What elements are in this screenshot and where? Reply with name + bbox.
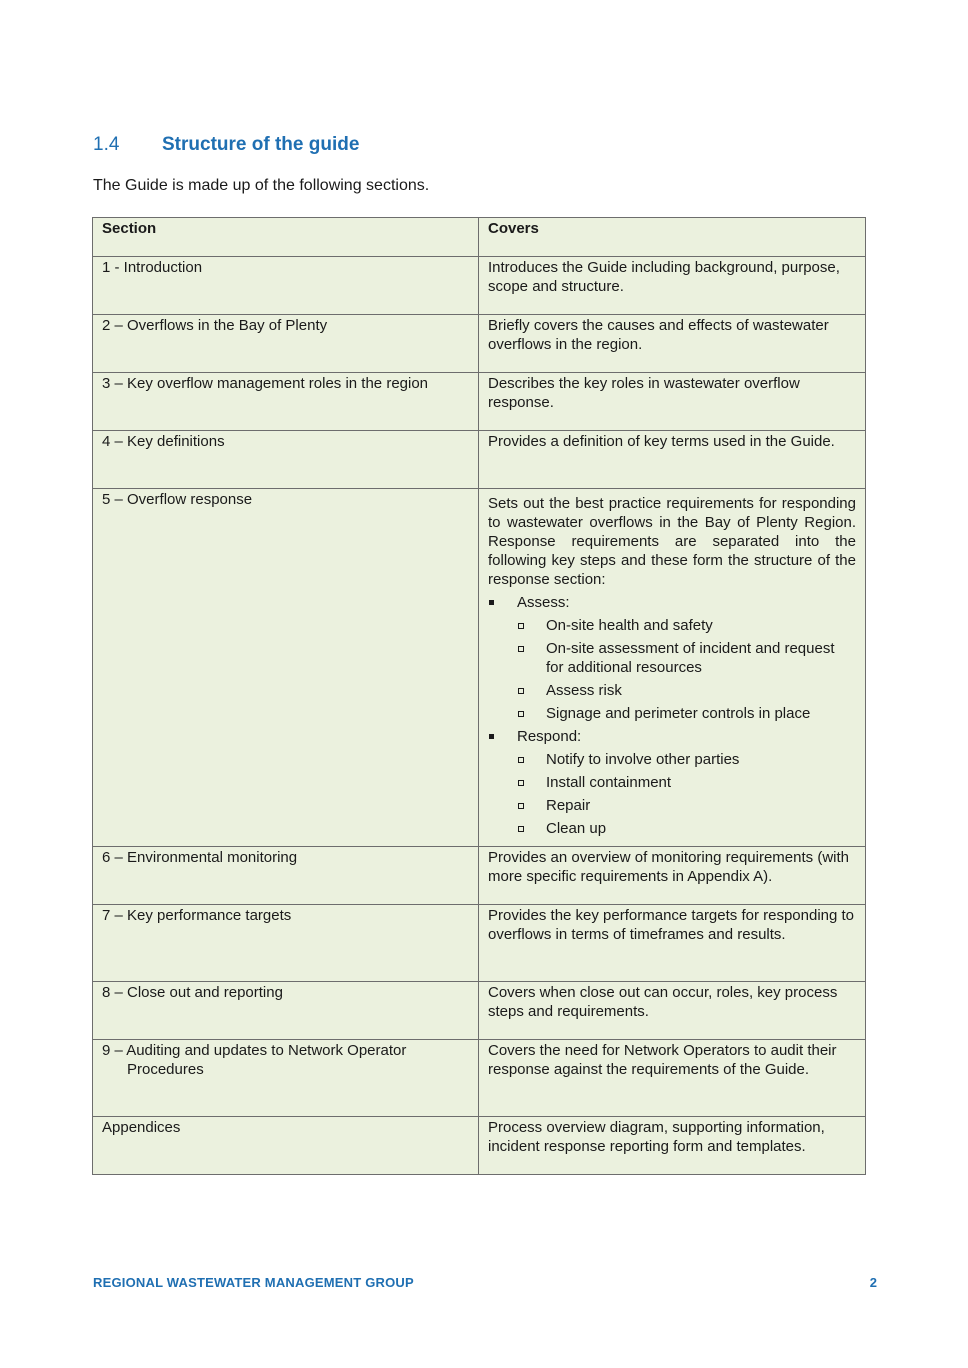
covers-cell: Covers the need for Network Operators to audit their response against the requirements of the Guide. (479, 1040, 866, 1117)
table-row (93, 847, 866, 905)
section-cell: 1 - Introduction (93, 257, 479, 315)
list-item: Clean up (517, 819, 856, 838)
hollow-square-bullet-icon (518, 646, 524, 652)
covers-cell: Process overview diagram, supporting information, incident response reporting form and templates. (479, 1117, 866, 1175)
section-cell: Appendices (93, 1117, 479, 1175)
hollow-square-bullet-icon (518, 826, 524, 832)
response-steps-list (488, 593, 856, 838)
list-item: On-site assessment of incident and request for additional resources (517, 639, 856, 677)
header-covers: Covers (479, 218, 866, 257)
table-row (93, 1040, 866, 1117)
header-section: Section (93, 218, 479, 257)
square-bullet-icon (489, 600, 494, 605)
list-item: Respond: Notify to involve other parties Install containment Repair Clean up (488, 727, 856, 838)
list-item: Repair (517, 796, 856, 815)
table-row (93, 1117, 866, 1175)
sub-list (517, 750, 856, 838)
list-item: On-site health and safety (517, 616, 856, 635)
covers-cell (479, 489, 866, 847)
section-number: 1.4 (93, 134, 120, 155)
list-item: Assess: On-site health and safety On-site assessment of incident and request for additional resources Assess risk Signage and perimeter controls in place (488, 593, 856, 723)
covers-text: Sets out the best practice requirements for responding to wastewater overflows in the Bay of Plenty Region. Response requirements are separated into the following key steps and these form the structure of the response section: (488, 495, 856, 588)
covers-cell: Covers when close out can occur, roles, key process steps and requirements. (479, 982, 866, 1040)
section-cell: 5 – Overflow response (93, 489, 479, 847)
intro-paragraph: The Guide is made up of the following sections. (93, 177, 430, 194)
hollow-square-bullet-icon (518, 623, 524, 629)
section-cell: 4 – Key definitions (93, 431, 479, 489)
hollow-square-bullet-icon (518, 688, 524, 694)
covers-cell: Introduces the Guide including background, purpose, scope and structure. (479, 257, 866, 315)
table-row (93, 431, 866, 489)
list-item: Install containment (517, 773, 856, 792)
covers-cell: Provides an overview of monitoring requirements (with more specific requirements in Appendix A). (479, 847, 866, 905)
covers-cell: Describes the key roles in wastewater overflow response. (479, 373, 866, 431)
section-cell: 9 – Auditing and updates to Network Operator Procedures (93, 1040, 479, 1117)
table-row (93, 315, 866, 373)
square-bullet-icon (489, 734, 494, 739)
section-heading (93, 134, 359, 156)
hollow-square-bullet-icon (518, 757, 524, 763)
table-row (93, 257, 866, 315)
table-row (93, 982, 866, 1040)
hollow-square-bullet-icon (518, 780, 524, 786)
table-header-row (93, 218, 866, 257)
page-number: 2 (869, 1275, 877, 1290)
section-cell: 6 – Environmental monitoring (93, 847, 479, 905)
section-cell: 2 – Overflows in the Bay of Plenty (93, 315, 479, 373)
footer-organization: REGIONAL WASTEWATER MANAGEMENT GROUP (93, 1275, 414, 1290)
section-cell: 8 – Close out and reporting (93, 982, 479, 1040)
list-item: Assess risk (517, 681, 856, 700)
covers-cell: Provides the key performance targets for responding to overflows in terms of timeframes and results. (479, 905, 866, 982)
list-item: Signage and perimeter controls in place (517, 704, 856, 723)
section-cell: 7 – Key performance targets (93, 905, 479, 982)
structure-table (92, 217, 866, 1175)
hollow-square-bullet-icon (518, 803, 524, 809)
hollow-square-bullet-icon (518, 711, 524, 717)
covers-cell: Provides a definition of key terms used in the Guide. (479, 431, 866, 489)
sub-list (517, 616, 856, 723)
table-row (93, 373, 866, 431)
table-row (93, 905, 866, 982)
table-row (93, 489, 866, 847)
section-cell: 3 – Key overflow management roles in the region (93, 373, 479, 431)
section-title: Structure of the guide (162, 134, 360, 155)
list-item: Notify to involve other parties (517, 750, 856, 769)
covers-cell: Briefly covers the causes and effects of wastewater overflows in the region. (479, 315, 866, 373)
